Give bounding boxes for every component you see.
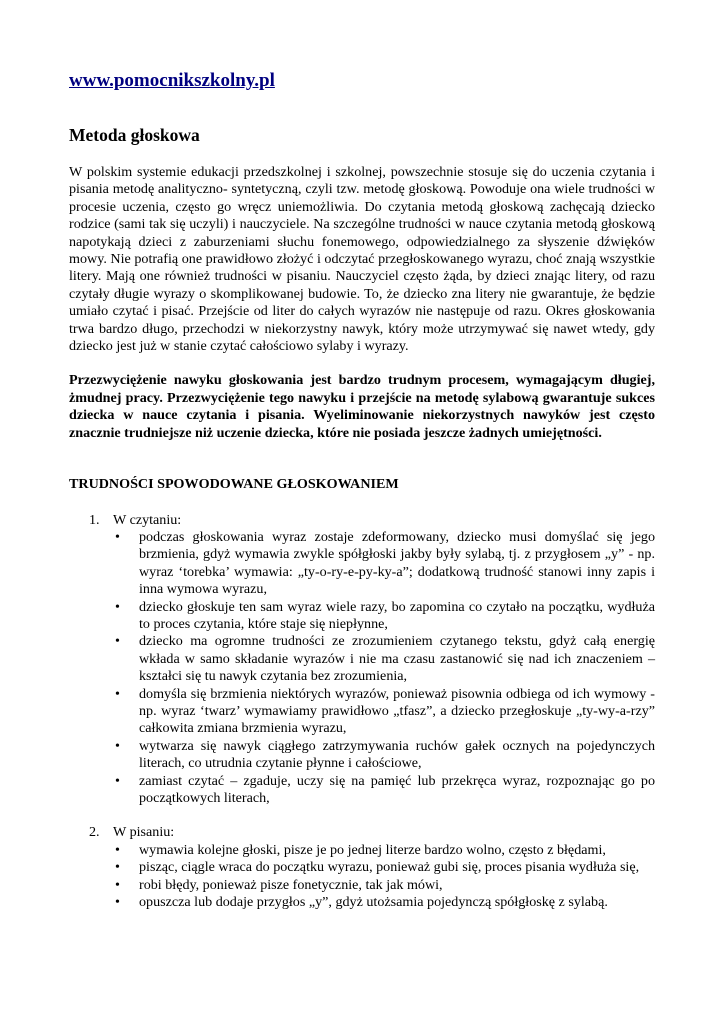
- list-number: 2.: [89, 824, 100, 841]
- list-item: [113, 529, 655, 599]
- list-item-text: domyśla się brzmienia niektórych wyrazów, ponieważ pisownia odbiega od ich wymowy - np. wyraz ‘twarz’ wymawiamy prawidłowo „tfasz”, a dziecko przegłoskuje „ty-wy-a-rzy” całkowita zmiana brzmienia wyrazu,: [139, 685, 655, 737]
- site-url-link[interactable]: www.pomocnikszkolny.pl: [69, 70, 275, 91]
- bullet-icon: •: [115, 737, 120, 754]
- list-item-text: dziecko głoskuje ten sam wyraz wiele razy, bo zapomina co czytało na początku, wydłuża to proces czytania, które staje się niepłynne,: [139, 598, 655, 632]
- bullet-icon: •: [115, 598, 120, 615]
- list-item-text: opuszcza lub dodaje przygłos „y”, gdyż utożsamia pojedynczą spółgłoskę z sylabą.: [139, 894, 608, 911]
- bold-paragraph: Przezwyciężenie nawyku głoskowania jest bardzo trudnym procesem, wymagającym długiej, żmudnej pracy. Przezwyciężenie tego nawyku i przejście na metodę sylabową gwarantuje sukces dziecka w nauce czytania i pisania. Wyeliminowanie niekorzystnych nawyków jest często znacznie trudniejsze niż uczenie dziecka, które nie posiada jeszcze żadnych umiejętności.: [69, 372, 655, 441]
- intro-paragraph: W polskim systemie edukacji przedszkolnej i szkolnej, powszechnie stosuje się do uczenia czytania i pisania metodę analityczno- syntetyczną, czyli tzw. metodę głoskową. Powoduje ona wiele trudności w procesie uczenia, często go wręcz uniemożliwia. Do czytania metodą głoskową zachęcają dziecko rodzice (sami tak się uczyli) i nauczyciele. Na szczególne trudności w nauce czytania metodą głoskową napotykają dzieci z zaburzeniami słuchu fonemowego, odpowiedzialnego za słyszenie dźwięków mowy. Nie potrafią one prawidłowo złożyć i odczytać przegłoskowanego wyrazu, choć znają wszystkie litery. Mają one również trudności w pisaniu. Nauczyciel często żąda, by dzieci znając litery, od razu czytały długie wyrazy o skomplikowanej budowie. To, że dziecko zna litery nie gwarantuje, że będzie umiało czytać i pisać. Przejście od liter do całych wyrazów nie następuje od razu. Okres głoskowania trwa bardzo długo, przechodzi w niekorzystny nawyk, który może utrzymywać się nawet wtedy, gdy dziecko jest już w stanie czytać całościowo sylaby i wyrazy.: [69, 164, 655, 355]
- list-item: [113, 738, 655, 773]
- section-title: TRUDNOŚCI SPOWODOWANE GŁOSKOWANIEM: [69, 476, 399, 493]
- list-item-text: podczas głoskowania wyraz zostaje zdeformowany, dziecko musi domyślać się jego brzmienia, gdyż wymawia zwykle spółgłoski jakby były sylabą, tj. z przygłosem „y” - np. wyraz ‘torebka’ wymawia: „ty-o-ry-e-py-ky-a”; dodatkową trudność stanowi inny zapis i inna wymowa wyrazu,: [139, 528, 655, 598]
- bullet-icon: •: [115, 772, 120, 789]
- list-writing: [69, 824, 655, 911]
- list-item-text: wymawia kolejne głoski, pisze je po jednej literze bardzo wolno, często z błędami,: [139, 841, 606, 858]
- list-item: [113, 842, 655, 859]
- list-item: [113, 686, 655, 738]
- document-title: Metoda głoskowa: [69, 125, 200, 145]
- list-item: [113, 633, 655, 685]
- list-item: [113, 773, 655, 808]
- list-item: [113, 894, 655, 911]
- list-item-text: robi błędy, ponieważ pisze fonetycznie, tak jak mówi,: [139, 876, 443, 893]
- list-item-text: zamiast czytać – zgaduje, uczy się na pamięć lub przekręca wyraz, rozpoznając go po początkowych literach,: [139, 772, 655, 806]
- bullet-icon: •: [115, 859, 120, 876]
- list-item: [113, 877, 655, 894]
- writing-bullets: [113, 842, 655, 912]
- list-item-text: dziecko ma ogromne trudności ze zrozumieniem czytanego tekstu, gdyż całą energię wkłada w samo składanie wyrazów i nie ma czasu zastanowić się nad ich znaczeniem – kształci się tu nawyk czytania bez zrozumienia,: [139, 633, 655, 685]
- difficulties-list: [69, 512, 655, 912]
- bullet-icon: •: [115, 894, 120, 911]
- list-item: [113, 859, 655, 876]
- list-heading: W pisaniu:: [113, 824, 175, 841]
- list-item-text: wytwarza się nawyk ciągłego zatrzymywania ruchów gałek ocznych na pojedynczych literach, co utrudnia czytanie płynne i całościowe,: [139, 737, 655, 772]
- list-heading: W czytaniu:: [113, 511, 182, 528]
- bullet-icon: •: [115, 528, 120, 545]
- list-item-text: pisząc, ciągle wraca do początku wyrazu, ponieważ gubi się, proces pisania wydłuża się,: [139, 859, 640, 876]
- reading-bullets: [113, 529, 655, 808]
- bullet-icon: •: [115, 876, 120, 893]
- bullet-icon: •: [115, 841, 120, 858]
- list-item: [113, 599, 655, 634]
- list-number: 1.: [89, 511, 100, 528]
- bullet-icon: •: [115, 633, 120, 650]
- bullet-icon: •: [115, 685, 120, 702]
- list-reading: [69, 512, 655, 808]
